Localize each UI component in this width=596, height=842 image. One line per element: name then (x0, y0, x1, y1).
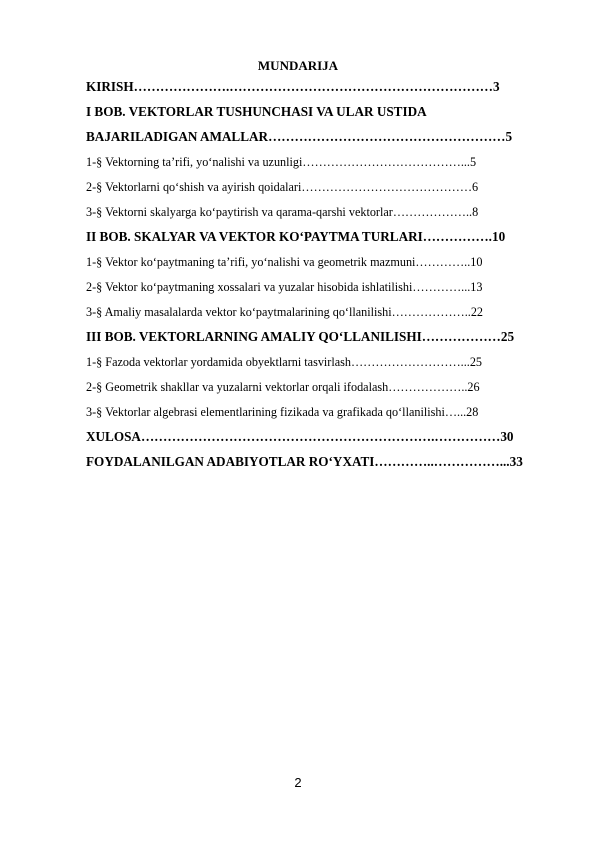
toc-entry-chapter-2: II BOB. SKALYAR VA VEKTOR KO‘PAYTMA TURLARI…………….10 (86, 229, 506, 244)
toc-entry-1-1: 1-§ Vektorning ta’rifi, yo‘nalishi va uzunligi…………………………………...5 (86, 155, 477, 169)
toc-entry-3-3: 3-§ Vektorlar algebrasi elementlarining fizikada va grafikada qo‘llanilishi…...28 (86, 405, 479, 419)
toc-entry-2-1: 1-§ Vektor ko‘paytmaning ta’rifi, yo‘nalishi va geometrik mazmuni…………..10 (86, 255, 483, 269)
toc-entry-1-3: 3-§ Vektorni skalyarga ko‘paytirish va qarama-qarshi vektorlar………………..8 (86, 205, 479, 219)
toc-entry-3-2: 2-§ Geometrik shakllar va yuzalarni vektorlar orqali ifodalash………………..26 (86, 380, 480, 394)
toc-entry-chapter-3: III BOB. VEKTORLARNING AMALIY QO‘LLANILISHI………………25 (86, 329, 515, 344)
toc-entry-chapter-1-line-2: BAJARILADIGAN AMALLAR………………………………………………5 (86, 129, 513, 144)
toc-title: MUNDARIJA (257, 58, 339, 73)
page-number: 2 (294, 775, 302, 790)
toc-entry-kirish: KIRISH………………….……………………………………………………3 (86, 79, 500, 94)
toc-entry-chapter-1-line-1: I BOB. VEKTORLAR TUSHUNCHASI VA ULAR USTIDA (86, 104, 427, 119)
toc-entry-2-2: 2-§ Vektor ko‘paytmaning xossalari va yuzalar hisobida ishlatilishi…………...13 (86, 280, 483, 294)
toc-entry-2-3: 3-§ Amaliy masalalarda vektor ko‘paytmalarining qo‘llanilishi………………..22 (86, 305, 484, 319)
toc-entry-references: FOYDALANILGAN ADABIYOTLAR RO‘YXATI…………..……………...33 (86, 454, 523, 469)
toc-entry-1-2: 2-§ Vektorlarni qo‘shish va ayirish qoidalari……………………………………6 (86, 180, 479, 194)
toc-entry-3-1: 1-§ Fazoda vektorlar yordamida obyektlarni tasvirlash………………………...25 (86, 355, 483, 369)
toc-entry-xulosa: XULOSA………………………………………………………….……………30 (86, 429, 514, 444)
